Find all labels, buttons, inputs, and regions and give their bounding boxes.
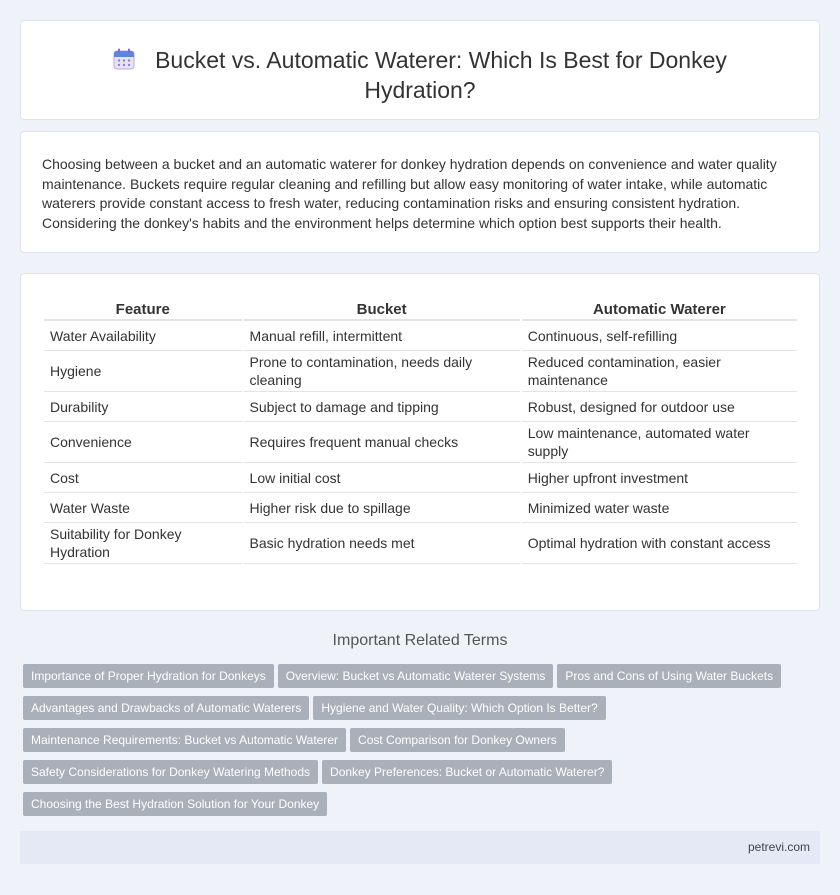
cell-feature: Cost [44, 463, 242, 493]
related-term-tag[interactable]: Pros and Cons of Using Water Buckets [557, 664, 781, 688]
related-term-tag[interactable]: Safety Considerations for Donkey Watering Methods [23, 760, 318, 784]
related-terms-list [23, 664, 813, 824]
header-automatic-waterer: Automatic Waterer [522, 296, 797, 321]
cell-bucket: Higher risk due to spillage [244, 493, 520, 523]
intro-paragraph: Choosing between a bucket and an automatic waterer for donkey hydration depends on convenience and water quality maintenance. Buckets require regular cleaning and refilling but allow easy monitoring of water intake, while automatic waterers provide constant access to fresh water, reducing contamination risks and ensuring consistent hydration. Considering the donkey's habits and the environment helps determine which option best supports their health. [42, 156, 777, 231]
related-term-tag[interactable]: Cost Comparison for Donkey Owners [350, 728, 565, 752]
related-term-tag[interactable]: Importance of Proper Hydration for Donkeys [23, 664, 274, 688]
related-term-tag[interactable]: Donkey Preferences: Bucket or Automatic Waterer? [322, 760, 612, 784]
cell-bucket: Requires frequent manual checks [244, 422, 520, 463]
table-header-row [44, 296, 797, 321]
cell-automatic: Low maintenance, automated water supply [522, 422, 797, 463]
cell-bucket: Manual refill, intermittent [244, 321, 520, 351]
related-term-tag[interactable]: Hygiene and Water Quality: Which Option Is Better? [313, 696, 605, 720]
title-card [20, 20, 820, 120]
cell-feature: Durability [44, 392, 242, 422]
related-term-tag[interactable]: Overview: Bucket vs Automatic Waterer Systems [278, 664, 554, 688]
cell-automatic: Continuous, self-refilling [522, 321, 797, 351]
table-row [44, 493, 797, 523]
related-terms-heading: Important Related Terms [332, 632, 508, 649]
cell-bucket: Basic hydration needs met [244, 523, 520, 564]
footer [20, 831, 820, 864]
cell-feature: Convenience [44, 422, 242, 463]
cell-bucket: Prone to contamination, needs daily cleaning [244, 351, 520, 392]
footer-site-link[interactable]: petrevi.com [747, 840, 810, 854]
tag-row [23, 792, 813, 824]
intro-card [20, 131, 820, 253]
cell-automatic: Reduced contamination, easier maintenance [522, 351, 797, 392]
table-row [44, 523, 797, 564]
cell-automatic: Robust, designed for outdoor use [522, 392, 797, 422]
table-row [44, 422, 797, 463]
cell-feature: Hygiene [44, 351, 242, 392]
cell-bucket: Low initial cost [244, 463, 520, 493]
table-row [44, 351, 797, 392]
tag-row [23, 760, 813, 792]
header-bucket: Bucket [244, 296, 520, 321]
cell-bucket: Subject to damage and tipping [244, 392, 520, 422]
calendar-icon [113, 48, 135, 70]
tag-row [23, 696, 813, 728]
cell-automatic: Higher upfront investment [522, 463, 797, 493]
tag-row [23, 728, 813, 760]
table-row [44, 321, 797, 351]
page-title: Bucket vs. Automatic Waterer: Which Is Best for Donkey Hydration? [155, 47, 727, 103]
comparison-card [20, 273, 820, 611]
cell-feature: Suitability for Donkey Hydration [44, 523, 242, 564]
header-feature: Feature [44, 296, 242, 321]
table-row [44, 392, 797, 422]
related-term-tag[interactable]: Maintenance Requirements: Bucket vs Automatic Waterer [23, 728, 346, 752]
cell-automatic: Minimized water waste [522, 493, 797, 523]
tag-row [23, 664, 813, 696]
cell-feature: Water Availability [44, 321, 242, 351]
comparison-table [42, 296, 799, 564]
table-row [44, 463, 797, 493]
cell-automatic: Optimal hydration with constant access [522, 523, 797, 564]
page-title-wrap [61, 45, 779, 105]
cell-feature: Water Waste [44, 493, 242, 523]
related-term-tag[interactable]: Advantages and Drawbacks of Automatic Waterers [23, 696, 309, 720]
related-term-tag[interactable]: Choosing the Best Hydration Solution for Your Donkey [23, 792, 327, 816]
